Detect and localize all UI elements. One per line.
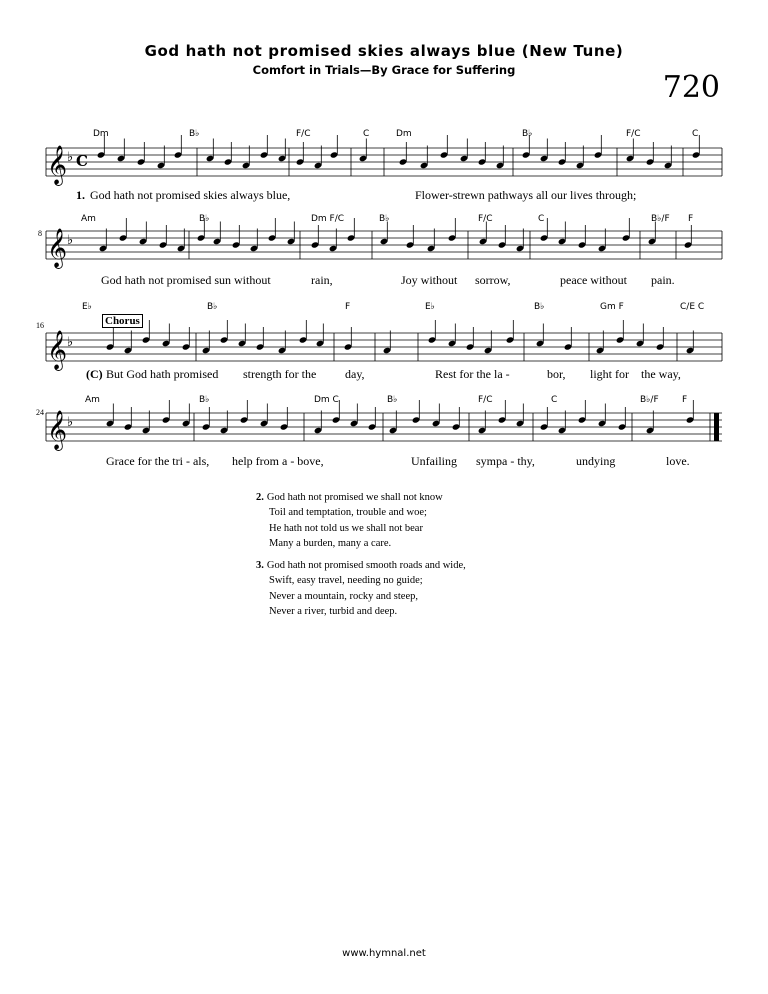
chord-symbol: F <box>682 395 688 405</box>
lyric-text: God hath not promised skies always blue, <box>90 188 291 202</box>
lyric-text: Rest for the la - <box>435 367 510 381</box>
chord-symbol: F/C <box>478 214 493 224</box>
chord-symbol: E♭ <box>425 302 435 312</box>
chord-symbol: Dm <box>396 129 412 139</box>
chord-symbol: Dm C <box>314 395 339 405</box>
svg-text:♭: ♭ <box>67 233 74 248</box>
lyric-text: rain, <box>311 273 333 287</box>
chorus-label: Chorus <box>102 314 143 328</box>
chord-symbol: B♭ <box>199 395 210 405</box>
verse-line <box>256 490 443 505</box>
hymn-title: God hath not promised skies always blue (New Tune) <box>144 42 624 60</box>
svg-text:𝄞: 𝄞 <box>47 330 68 370</box>
verse-label: 1. <box>76 188 85 202</box>
chord-symbol: F/C <box>478 395 493 405</box>
chord-symbol: C <box>538 214 545 224</box>
hymn-subtitle: Comfort in Trials—By Grace for Suffering <box>252 63 516 77</box>
lyric-text: light for <box>590 367 629 381</box>
lyric-text: Flower-strewn pathways all our lives through; <box>415 188 637 202</box>
verse-line: He hath not told us we shall not bear <box>269 522 423 534</box>
lyric-text: love. <box>666 454 690 468</box>
chord-symbol: C/E C <box>680 302 705 312</box>
chord-symbol: Dm <box>93 129 109 139</box>
lyric-text: peace without <box>560 273 627 287</box>
svg-text:𝄞: 𝄞 <box>47 228 68 268</box>
chord-symbol: B♭ <box>379 214 390 224</box>
chord-symbol: F/C <box>296 129 311 139</box>
chord-symbol: B♭ <box>522 129 533 139</box>
lyric-text: day, <box>345 367 365 381</box>
chord-symbol: B♭ <box>199 214 210 224</box>
verse-line: Never a mountain, rocky and steep, <box>269 590 418 602</box>
verse-number: 2. <box>256 492 264 503</box>
chorus-marker: (C) <box>86 367 103 381</box>
chord-symbol: Gm F <box>600 302 624 312</box>
svg-text:𝄞: 𝄞 <box>47 410 68 450</box>
svg-text:♭: ♭ <box>67 150 74 165</box>
measure-number: 8 <box>38 229 42 238</box>
chord-symbol: E♭ <box>82 302 92 312</box>
lyric-text: sympa - thy, <box>476 454 535 468</box>
verse-line: Swift, easy travel, needing no guide; <box>269 575 423 587</box>
staff-3 <box>46 333 722 361</box>
lyric-text: Joy without <box>401 273 458 287</box>
verse-text: God hath not promised we shall not know <box>266 492 443 503</box>
chord-symbol: Dm F/C <box>311 214 345 224</box>
svg-text:♭: ♭ <box>67 335 74 350</box>
verse-line: Toil and temptation, trouble and woe; <box>269 507 427 519</box>
chord-symbol: C <box>363 129 370 139</box>
verse-line: Many a burden, many a care. <box>269 538 392 550</box>
staff-1 <box>46 148 722 176</box>
chord-symbol: B♭ <box>534 302 545 312</box>
lyric-text: help from a - bove, <box>232 454 324 468</box>
hymn-number: 720 <box>662 70 720 105</box>
lyric-text: pain. <box>651 273 675 287</box>
footer-site-link[interactable]: www.hymnal.net <box>342 948 426 959</box>
chord-symbol: B♭ <box>207 302 218 312</box>
verse-2 <box>256 490 443 552</box>
svg-text:♭: ♭ <box>67 415 74 430</box>
lyric-text: God hath not promised sun without <box>101 273 271 287</box>
lyric-text: But God hath promised <box>106 367 219 381</box>
chord-symbol: F <box>688 214 694 224</box>
verse-line <box>256 558 466 573</box>
svg-text:𝄞: 𝄞 <box>47 145 68 185</box>
chord-symbol: B♭ <box>189 129 200 139</box>
chord-symbol: Am <box>85 395 100 405</box>
lyric-text: bor, <box>547 367 566 381</box>
verse-number: 3. <box>256 560 264 571</box>
staff-2 <box>46 231 722 259</box>
chord-symbol: F <box>345 302 351 312</box>
lyric-text: Grace for the tri - als, <box>106 454 210 468</box>
lyric-text: Unfailing <box>411 454 457 468</box>
lyric-text: the way, <box>641 367 681 381</box>
chord-symbol: Am <box>81 214 96 224</box>
measure-number: 24 <box>36 408 44 417</box>
chord-symbol: B♭/F <box>651 214 670 224</box>
lyric-text: strength for the <box>243 367 317 381</box>
chord-symbol: C <box>551 395 558 405</box>
measure-number: 16 <box>36 321 44 330</box>
lyric-text: sorrow, <box>475 273 511 287</box>
svg-text:C: C <box>76 152 88 170</box>
verse-line: Never a river, turbid and deep. <box>269 606 398 618</box>
chord-symbol: B♭ <box>387 395 398 405</box>
chord-symbol: F/C <box>626 129 641 139</box>
chord-symbol: C <box>692 129 699 139</box>
verse-text: God hath not promised smooth roads and wide, <box>266 560 466 571</box>
chord-symbol: B♭/F <box>640 395 659 405</box>
lyric-text: undying <box>576 454 616 468</box>
verse-3 <box>256 558 466 620</box>
